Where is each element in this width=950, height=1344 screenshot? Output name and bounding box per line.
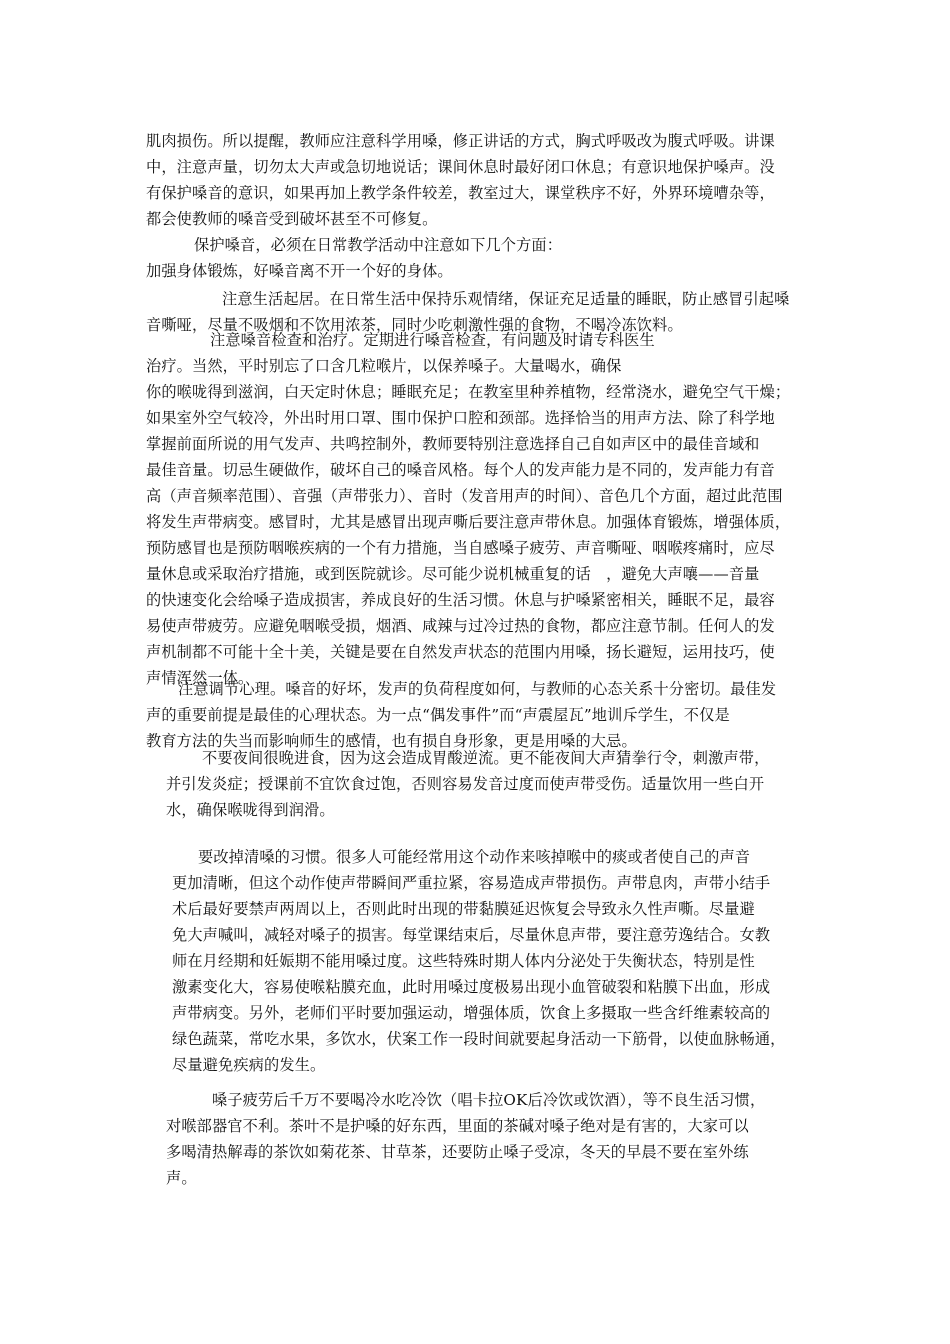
paragraph-line: 声。 <box>166 1169 197 1187</box>
paragraph-line: 保护嗓音，必须在日常教学活动中注意如下几个方面： <box>194 236 563 254</box>
paragraph-2 <box>194 232 562 258</box>
paragraph-3 <box>146 258 453 284</box>
paragraph-line: 音嘶哑，尽量不吸烟和不饮用浓茶，同时少吃刺激性强的食物，不喝冷冻饮料。 <box>146 316 683 334</box>
paragraph-line: 的快速变化会给嗓子造成损害，养成良好的生活习惯。休息与护嗓紧密相关，睡眠不足，最容 <box>146 591 775 609</box>
paragraph-line: 免大声喊叫，减轻对嗓子的损害。每堂课结束后，尽量休息声带，要注意劳逸结合。女教 <box>172 926 771 944</box>
paragraph-line: 治疗。当然，平时别忘了口含几粒喉片，以保养嗓子。大量喝水，确保 <box>146 357 622 375</box>
paragraph-6 <box>146 676 776 754</box>
paragraph-9 <box>166 1087 765 1191</box>
paragraph-line: 尽量避免疾病的发生。 <box>172 1056 326 1074</box>
paragraph-line: 中，注意声量，切勿太大声或急切地说话；课间休息时最好闭口休息；有意识地保护嗓声。没 <box>146 158 775 176</box>
paragraph-line: 声机制都不可能十全十美，关键是要在自然发声状态的范围内用嗓，扬长避短，运用技巧，使 <box>146 643 775 661</box>
paragraph-7 <box>166 745 770 823</box>
paragraph-8 <box>172 844 786 1078</box>
paragraph-line: 师在月经期和妊娠期不能用嗓过度。这些特殊时期人体内分泌处于失衡状态，特别是性 <box>172 952 755 970</box>
paragraph-line: 易使声带疲劳。应避免咽喉受损，烟酒、咸辣与过冷过热的食物，都应注意节制。任何人的发 <box>146 617 775 635</box>
paragraph-line: 肌肉损伤。所以提醒，教师应注意科学用嗓，修正讲话的方式，胸式呼吸改为腹式呼吸。讲课 <box>146 132 775 150</box>
paragraph-line: 都会使教师的嗓音受到破坏甚至不可修复。 <box>146 210 438 228</box>
paragraph-line: 有保护嗓音的意识，如果再加上教学条件较差，教室过大，课堂秩序不好，外界环境嘈杂等， <box>146 184 775 202</box>
paragraph-line: 高（声音频率范围）、音强（声带张力）、音时（发音用声的时间）、音色几个方面，超过此范围 <box>146 487 783 505</box>
paragraph-line: 你的喉咙得到滋润，白天定时休息；睡眠充足；在教室里种养植物，经常浇水，避免空气干燥； <box>146 383 791 401</box>
paragraph-line: 掌握前面所说的用气发声、共鸣控制外，教师要特别注意选择自己自如声区中的最佳音域和 <box>146 435 760 453</box>
paragraph-line: 如果室外空气较冷，外出时用口罩、围巾保护口腔和颈部。选择恰当的用声方法、除了科学地 <box>146 409 775 427</box>
paragraph-line: 预防感冒也是预防咽喉疾病的一个有力措施，当自感嗓子疲劳、声音嘶哑、咽喉疼痛时，应尽 <box>146 539 775 557</box>
paragraph-line: 激素变化大，容易使喉粘膜充血，此时用嗓过度极易出现小血管破裂和粘膜下出血，形成 <box>172 978 771 996</box>
paragraph-line: 对喉部器官不利。茶叶不是护嗓的好东西，里面的茶碱对嗓子绝对是有害的，大家可以 <box>166 1117 749 1135</box>
paragraph-line: 多喝清热解毒的茶饮如菊花茶、甘草茶，还要防止嗓子受凉，冬天的早晨不要在室外练 <box>166 1143 749 1161</box>
paragraph-line: 更加清晰，但这个动作使声带瞬间严重拉紧，容易造成声带损伤。声带息肉，声带小结手 <box>172 874 771 892</box>
paragraph-line: 绿色蔬菜，常吃水果，多饮水，伏案工作一段时间就要起身活动一下筋骨，以使血脉畅通， <box>172 1030 786 1048</box>
paragraph-line: 将发生声带病变。感冒时，尤其是感冒出现声嘶后要注意声带休息。加强体育锻炼，增强体质， <box>146 513 791 531</box>
paragraph-line: 声的重要前提是最佳的心理状态。为一点“偶发事件”而“声震屋瓦”地训斥学生，不仅是 <box>146 706 730 724</box>
paragraph-line: 加强身体锻炼，好嗓音离不开一个好的身体。 <box>146 262 453 280</box>
paragraph-line: 教育方法的失当而影响师生的感情，也有损自身形象，更是用嗓的大忌。 <box>146 732 637 750</box>
paragraph-line: 术后最好要禁声两周以上，否则此时出现的带黏膜延迟恢复会导致永久性声嘶。尽量避 <box>172 900 755 918</box>
paragraph-line: 最佳音量。切忌生硬做作，破坏自己的嗓音风格。每个人的发声能力是不同的，发声能力有音 <box>146 461 775 479</box>
paragraph-line: 注意嗓音检查和治疗。定期进行嗓音检查，有问题及时请专科医生 <box>210 331 655 349</box>
paragraph-line: 嗓子疲劳后千万不要喝冷水吃冷饮（唱卡拉OK后冷饮或饮酒），等不良生活习惯， <box>212 1091 766 1109</box>
paragraph-line: 注意调节心理。嗓音的好坏，发声的负荷程度如何，与教师的心态关系十分密切。最佳发 <box>178 680 777 698</box>
paragraph-line: 要改掉清嗓的习惯。很多人可能经常用这个动作来咳掉喉中的痰或者使自己的声音 <box>198 848 751 866</box>
paragraph-line: 不要夜间很晚进食，因为这会造成胃酸逆流。更不能夜间大声猜拳行令，刺激声带， <box>202 749 770 767</box>
paragraph-5 <box>146 327 790 691</box>
paragraph-line: 并引发炎症；授课前不宜饮食过饱，否则容易发音过度而使声带受伤。适量饮用一些白开 <box>166 775 765 793</box>
paragraph-line: 水，确保喉咙得到润滑。 <box>166 801 335 819</box>
paragraph-line: 注意生活起居。在日常生活中保持乐观情绪，保证充足适量的睡眠，防止感冒引起嗓 <box>222 290 790 308</box>
paragraph-line: 声带病变。另外，老师们平时要加强运动，增强体质，饮食上多摄取一些含纤维素较高的 <box>172 1004 771 1022</box>
paragraph-line: 量休息或采取治疗措施，或到医院就诊。尽可能少说机械重复的话 ，避免大声嚷——音量 <box>146 565 760 583</box>
paragraph-1 <box>146 128 775 232</box>
paragraph-line: 声情浑然一体。 <box>146 669 254 687</box>
